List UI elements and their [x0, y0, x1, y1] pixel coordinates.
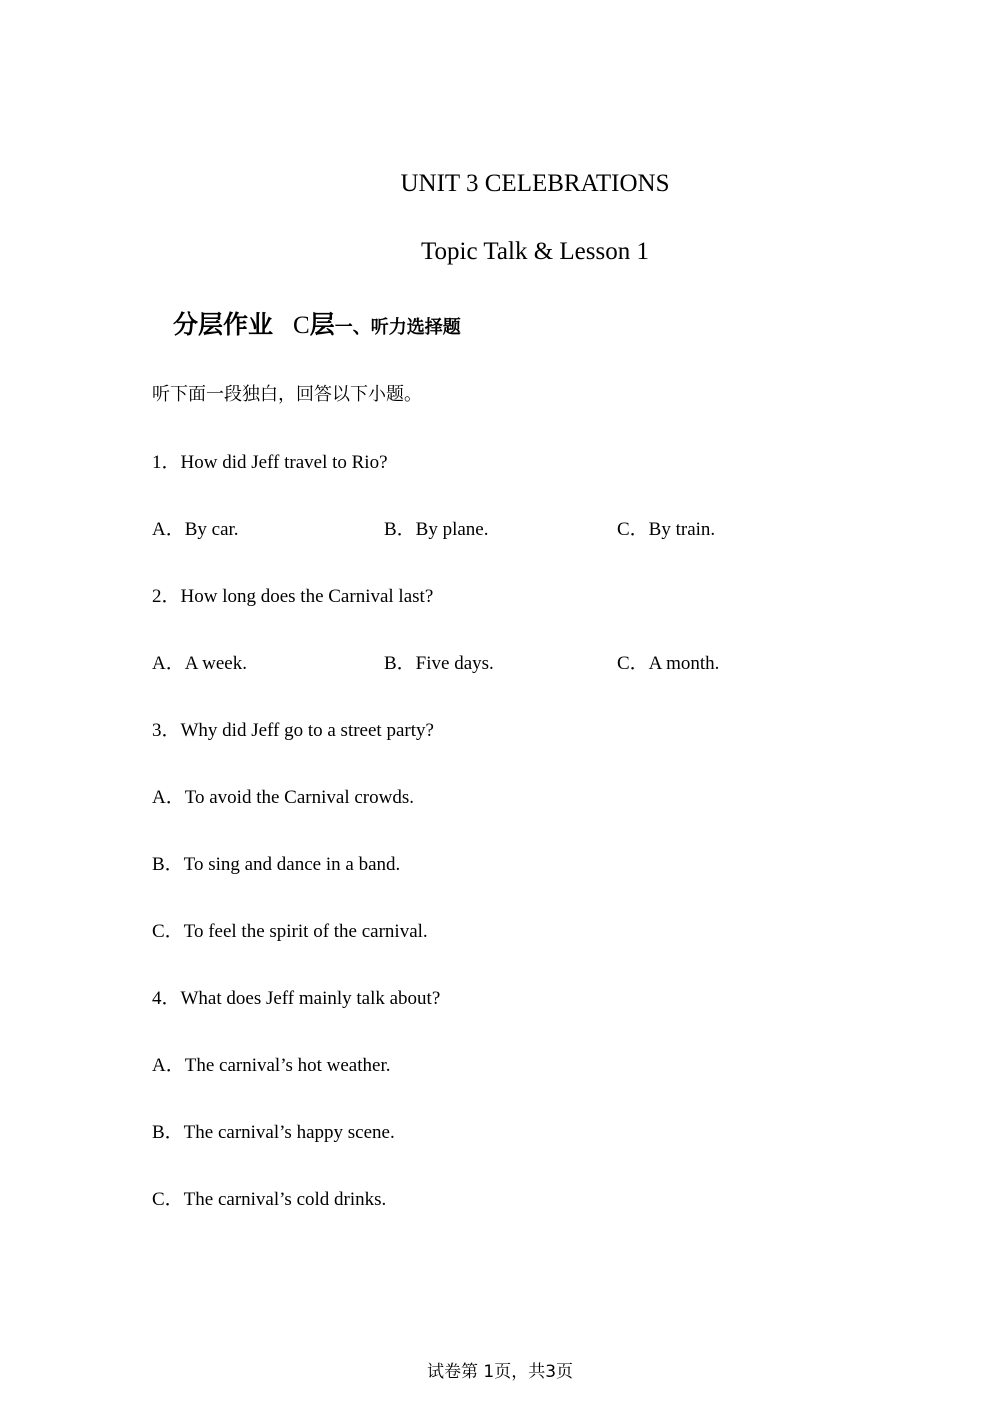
- question-option: C．A month.: [617, 653, 720, 674]
- question-stem: 2．How long does the Carnival last?: [152, 586, 434, 607]
- question-option: A．The carnival’s hot weather.: [152, 1055, 391, 1076]
- layer-char: 层: [309, 310, 335, 339]
- instruction-text: 听下面一段独白，回答以下小题。: [152, 384, 422, 405]
- question-option: C．To feel the spirit of the carnival.: [152, 921, 428, 942]
- layer-letter: C: [293, 312, 310, 339]
- question-stem: 4．What does Jeff mainly talk about?: [152, 988, 441, 1009]
- question-option: A．A week.: [152, 653, 247, 674]
- question-option: B．The carnival’s happy scene.: [152, 1122, 395, 1143]
- question-option: B．To sing and dance in a band.: [152, 854, 401, 875]
- question-stem: 1．How did Jeff travel to Rio?: [152, 452, 388, 473]
- page-footer: 试卷第 1页，共3页: [426, 1362, 574, 1382]
- section-heading: [173, 305, 461, 341]
- question-stem: 3．Why did Jeff go to a street party?: [152, 720, 434, 741]
- question-option: B．Five days.: [384, 653, 494, 674]
- question-option: B．By plane.: [384, 519, 489, 540]
- question-option: C．The carnival’s cold drinks.: [152, 1189, 387, 1210]
- unit-title: UNIT 3 CELEBRATIONS: [400, 170, 670, 197]
- homework-label: 分层作业: [173, 310, 274, 339]
- lesson-title: Topic Talk & Lesson 1: [421, 238, 649, 265]
- question-option: A．To avoid the Carnival crowds.: [152, 787, 414, 808]
- section-title: 一、听力选择题: [334, 317, 461, 338]
- question-option: A．By car.: [152, 519, 239, 540]
- question-option: C．By train.: [617, 519, 716, 540]
